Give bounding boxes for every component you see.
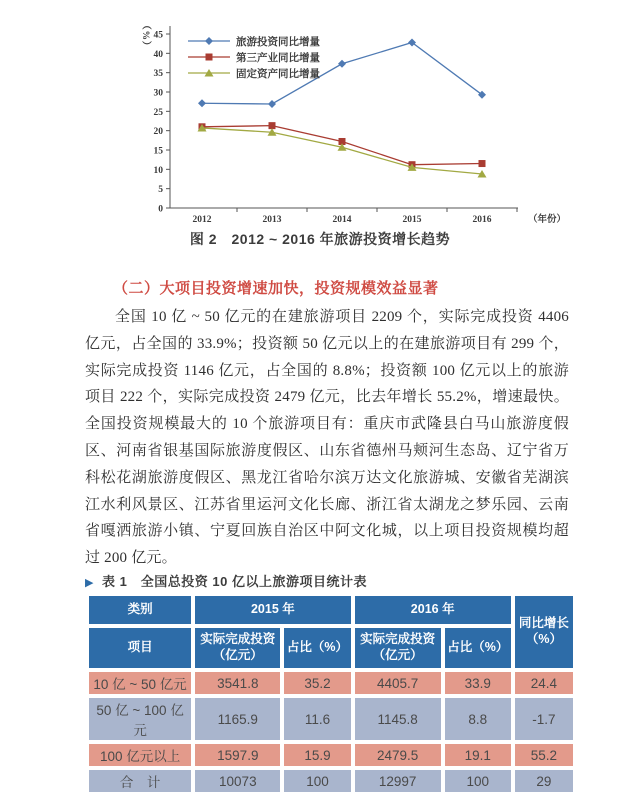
svg-text:2014: 2014	[332, 215, 352, 225]
header-share-2015: 占比（%）	[284, 628, 350, 668]
section-heading: （二）大项目投资增速加快，投资规模效益显著	[113, 280, 439, 297]
cell-value: 8.8	[445, 698, 511, 740]
svg-text:（年份）: （年份）	[528, 215, 567, 225]
triangle-marker-icon: ▶	[85, 577, 94, 589]
table-row	[89, 744, 573, 766]
svg-text:2016: 2016	[472, 215, 492, 225]
cell-value: 3541.8	[195, 672, 280, 694]
svg-text:15: 15	[153, 146, 163, 157]
cell-value: 100	[445, 770, 511, 792]
table-row	[89, 672, 573, 694]
cell-value: 19.1	[445, 744, 511, 766]
cell-category: 50 亿 ~ 100 亿元	[89, 698, 191, 740]
svg-text:35: 35	[153, 69, 163, 80]
svg-text:30: 30	[153, 88, 163, 99]
table-header-row-2	[89, 628, 573, 668]
cell-value: 15.9	[284, 744, 350, 766]
statistics-table	[85, 592, 577, 796]
svg-text:25: 25	[153, 107, 163, 118]
cell-value: 10073	[195, 770, 280, 792]
header-invest-2016: 实际完成投资（亿元）	[355, 628, 441, 668]
cell-value: 29	[515, 770, 573, 792]
cell-value: 100	[284, 770, 350, 792]
svg-text:旅游投资同比增量: 旅游投资同比增量	[236, 36, 320, 48]
svg-text:2012: 2012	[192, 215, 212, 225]
cell-value: 2479.5	[355, 744, 441, 766]
svg-text:20: 20	[153, 127, 163, 138]
svg-text:40: 40	[153, 49, 163, 60]
cell-value: 1165.9	[195, 698, 280, 740]
table-header-row-1	[89, 596, 573, 624]
svg-text:2015: 2015	[402, 215, 422, 225]
cell-value: 1597.9	[195, 744, 280, 766]
header-year-2016: 2016 年	[355, 596, 511, 624]
figure-caption: 图 2 2012 ~ 2016 年旅游投资增长趋势	[189, 231, 451, 247]
svg-text:第三产业同比增量: 第三产业同比增量	[236, 52, 320, 64]
cell-category: 10 亿 ~ 50 亿元	[89, 672, 191, 694]
cell-value: 1145.8	[355, 698, 441, 740]
cell-value: 24.4	[515, 672, 573, 694]
svg-text:2013: 2013	[262, 215, 282, 225]
header-share-2016: 占比（%）	[445, 628, 511, 668]
header-category: 类别	[89, 596, 191, 624]
cell-value: -1.7	[515, 698, 573, 740]
svg-text:5: 5	[158, 185, 163, 196]
table-row	[89, 698, 573, 740]
table-caption-text: 表 1 全国总投资 10 亿以上旅游项目统计表	[101, 574, 367, 589]
table-row-total	[89, 770, 573, 792]
header-project: 项目	[89, 628, 191, 668]
svg-text:固定资产同比增量: 固定资产同比增量	[236, 68, 320, 80]
cell-value: 12997	[355, 770, 441, 792]
header-year-2015: 2015 年	[195, 596, 350, 624]
cell-value: 35.2	[284, 672, 350, 694]
header-yoy: 同比增长（%）	[515, 596, 573, 668]
svg-text:0: 0	[158, 204, 163, 215]
cell-value: 4405.7	[355, 672, 441, 694]
cell-value: 55.2	[515, 744, 573, 766]
y-axis-label: （%）	[140, 20, 150, 52]
svg-text:45: 45	[153, 30, 163, 41]
svg-text:10: 10	[153, 165, 163, 176]
header-invest-2015: 实际完成投资（亿元）	[195, 628, 280, 668]
cell-category: 100 亿元以上	[89, 744, 191, 766]
cell-value: 33.9	[445, 672, 511, 694]
table-caption	[85, 571, 367, 590]
cell-category: 合 计	[89, 770, 191, 792]
body-paragraph: 全国 10 亿 ~ 50 亿元的在建旅游项目 2209 个，实际完成投资 4406 亿元，占全国的 33.9%；投资额 50 亿元以上的在建旅游项目有 299 个，实际完成投资 1146 亿元，占全国的 8.8%；投资额 100 亿元以上的旅游项目 222 个，实际完成投资 2479 亿元，比去年增长 55.2%，增速最快。全国投资规模最大的 10 个旅游项目有：重庆市武隆县白马山旅游度假区、河南省银基国际旅游度假区、山东省德州马颊河生态岛、辽宁省万科松花湖旅游度假区、黑龙江省哈尔滨万达文化旅游城、安徽省芜湖滨江水利风景区、江苏省里运河文化长廊、浙江省太湖龙之梦乐园、云南省嘎洒旅游小镇、宁夏回族自治区中阿文化城，以上项目投资规模均超过 200 亿元。	[85, 309, 569, 567]
cell-value: 11.6	[284, 698, 350, 740]
